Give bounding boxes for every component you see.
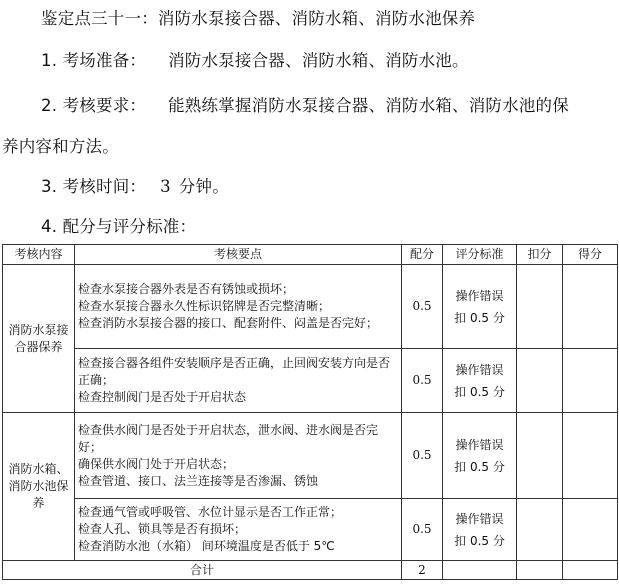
total-score: 2	[402, 561, 443, 580]
table-header-row	[3, 245, 618, 265]
header-content: 考核内容	[3, 245, 75, 265]
section-exam-prep-label: 1. 考场准备：	[41, 51, 147, 70]
criteria-cell	[443, 499, 517, 561]
point-item: 检查控制阀门是否处于开启状态	[78, 390, 247, 404]
criteria-line: 扣 0.5 分	[454, 533, 505, 548]
deduction-cell	[517, 265, 563, 349]
table-row	[3, 265, 618, 349]
section-exam-time-label: 3. 考核时间：	[41, 177, 147, 196]
obtained-cell	[563, 349, 618, 413]
table-row	[3, 499, 618, 561]
points-cell	[75, 413, 402, 499]
section-scoring: 4. 配分与评分标准：	[41, 217, 197, 236]
header-criteria: 评分标准	[443, 245, 517, 265]
criteria-cell	[443, 349, 517, 413]
points-cell	[75, 499, 402, 561]
section-requirements-text: 能熟练掌握消防水泵接合器、消防水箱、消防水池的保	[168, 96, 569, 115]
total-criteria-cell	[443, 561, 517, 580]
point-item: 确保供水阀门处于开启状态；	[78, 456, 235, 471]
scoring-table	[2, 244, 618, 580]
obtained-cell	[563, 499, 618, 561]
header-points: 考核要点	[75, 245, 402, 265]
section-exam-prep-text: 消防水泵接合器、消防水箱、消防水池。	[168, 51, 469, 70]
deduction-cell	[517, 499, 563, 561]
point-item: 检查水泵接合器外表是否有锈蚀或损坏；	[78, 282, 295, 296]
exam-time-unit: 分钟。	[178, 177, 229, 196]
obtained-cell	[563, 413, 618, 499]
points-cell	[75, 265, 402, 349]
criteria-cell	[443, 265, 517, 349]
section-requirements-continued: 养内容和方法。	[2, 137, 119, 156]
score-cell: 0.5	[402, 349, 443, 413]
point-item: 检查供水阀门是否处于开启状态，泄水阀、进水阀是否完好；	[78, 422, 379, 454]
score-cell: 0.5	[402, 265, 443, 349]
content-cell: 消防水泵接合器保养	[3, 265, 75, 413]
score-cell: 0.5	[402, 413, 443, 499]
obtained-cell	[563, 265, 618, 349]
deduction-cell	[517, 349, 563, 413]
criteria-line: 操作错误	[455, 288, 504, 303]
table-row	[3, 349, 618, 413]
point-item: 检查水泵接合器永久性标识铭牌是否完整清晰；	[78, 299, 331, 313]
exam-time-value: 3	[160, 177, 171, 196]
table-row	[3, 413, 618, 499]
score-cell: 0.5	[402, 499, 443, 561]
section-requirements	[41, 92, 569, 116]
criteria-cell	[443, 413, 517, 499]
point-item: 检查人孔、锁具等是否有损坏；	[78, 522, 247, 536]
criteria-line: 操作错误	[455, 437, 504, 452]
criteria-line: 扣 0.5 分	[454, 310, 505, 325]
total-row	[3, 561, 618, 580]
total-obtained-cell	[563, 561, 618, 580]
section-exam-prep	[41, 47, 469, 71]
criteria-line: 操作错误	[455, 511, 504, 526]
header-deduction: 扣分	[517, 245, 563, 265]
content-cell: 消防水箱、消防水池保养	[3, 413, 75, 561]
point-item: 检查消防水池（水箱） 间环境温度是否低于 5℃	[78, 539, 335, 553]
criteria-line: 扣 0.5 分	[454, 384, 505, 399]
point-item: 检查消防水泵接合器的接口、配套附件、闷盖是否完好；	[78, 316, 379, 330]
criteria-line: 操作错误	[455, 362, 504, 377]
total-deduction-cell	[517, 561, 563, 580]
point-item: 检查接合器各组件安装顺序是否正确，止回阀安装方向是否正确；	[78, 356, 391, 387]
total-label: 合计	[3, 561, 402, 580]
section-requirements-label: 2. 考核要求：	[41, 96, 147, 115]
point-item: 检查管道、接口、法兰连接等是否渗漏、锈蚀	[78, 473, 319, 488]
page-title: 鉴定点三十一：消防水泵接合器、消防水箱、消防水池保养	[41, 9, 476, 28]
criteria-line: 扣 0.5 分	[454, 459, 505, 474]
header-score: 配分	[402, 245, 443, 265]
point-item: 检查通气管或呼吸管、水位计显示是否工作正常；	[78, 505, 343, 519]
points-cell	[75, 349, 402, 413]
section-exam-time	[41, 173, 229, 197]
deduction-cell	[517, 413, 563, 499]
header-obtained: 得分	[563, 245, 618, 265]
